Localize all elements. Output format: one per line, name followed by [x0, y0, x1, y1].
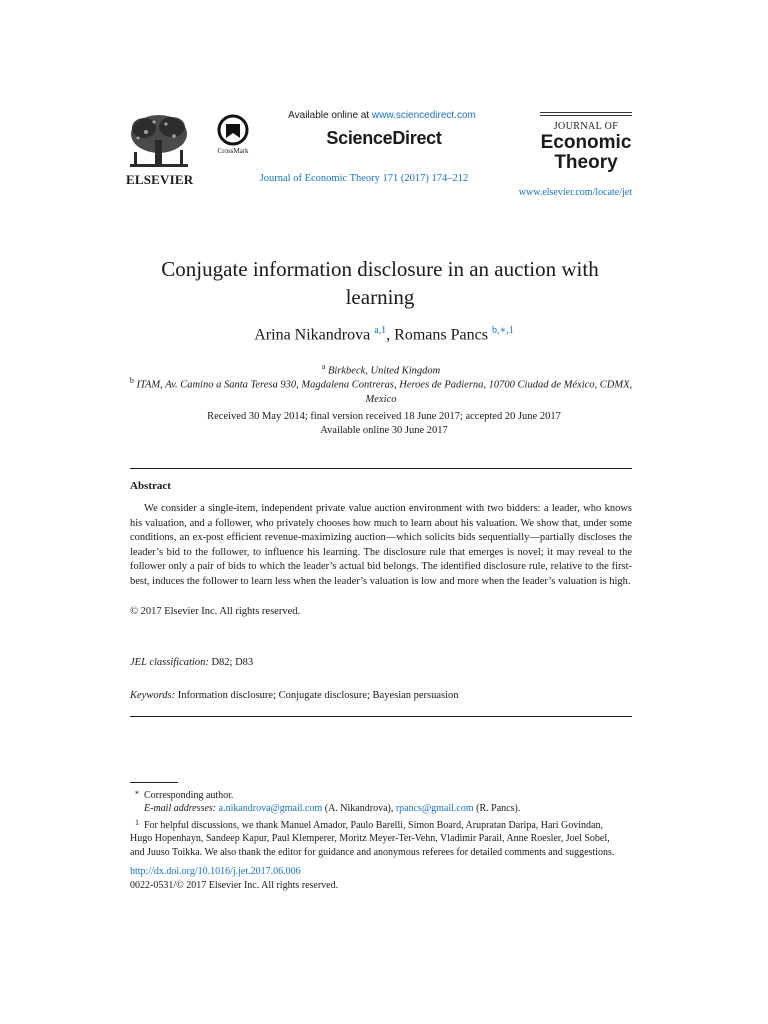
keywords	[130, 690, 459, 701]
email-link-nikandrova[interactable]: a.nikandrova@gmail.com	[218, 803, 323, 815]
affiliation-a-mark: a	[321, 362, 326, 371]
available-online	[0, 110, 768, 121]
footnote-one	[130, 816, 632, 832]
article-dates	[0, 410, 768, 438]
journal-reference[interactable]: Journal of Economic Theory 171 (2017) 174–212	[259, 173, 469, 184]
footnote-rule	[130, 782, 178, 783]
footnote-star	[130, 786, 632, 802]
divider-bottom	[130, 716, 632, 717]
author-2-marks[interactable]: b,∗,1	[491, 325, 514, 336]
sciencedirect-wordmark: ScienceDirect	[326, 128, 442, 148]
footnote-emails	[130, 802, 632, 815]
footnote-one-line1: For helpful discussions, we thank Manuel Amador, Paulo Barelli, Simon Board, Arupratan Daripa, Hari Govindan,	[144, 819, 603, 831]
abstract-text: We consider a single-item, independent private value auction environment with two bidders: a leader, who knows his valuation, and a follower, who privately chooses how much to learn about his valuation. We show that, under some conditions, an ex-post efficient revenue-maximizing auction—which solicits bids sequentially—partially discloses the leader’s bid to the follower, to influence his learning. The disclosure rule that emerges is novel; it may reveal to the follower only a pair of bids to which the leader’s actual bid belongs. The identified disclosure rule, relative to the first-best, induces the follower to learn less when the leader’s valuation is low and more when the leader’s valuation is high.	[130, 503, 632, 587]
footnote-one-line3: and Juuso Toikka. We also thank the editor for guidance and anonymous referees for detailed comments and suggestions.	[130, 846, 615, 858]
author-list	[0, 325, 768, 344]
article-title	[130, 255, 630, 311]
author-separator: ,	[386, 326, 395, 344]
keywords-label: Keywords:	[130, 690, 176, 701]
crossmark-label: CrossMark	[217, 147, 249, 155]
affiliation-b-line2: Mexico	[365, 393, 397, 405]
author-1: Arina Nikandrova	[254, 326, 371, 344]
dates-available: Available online 30 June 2017	[320, 425, 448, 436]
footnote-one-mark: 1	[135, 817, 139, 827]
jel-label: JEL classification:	[130, 657, 209, 668]
jel-classification	[130, 657, 253, 668]
dates-received: Received 30 May 2014; final version received 18 June 2017; accepted 20 June 2017	[207, 411, 561, 422]
affiliation-b-line1: ITAM, Av. Camino a Santa Teresa 930, Magdalena Contreras, Heroes de Padierna, 10700 Ciudad de México, CDMX,	[136, 379, 633, 391]
journal-logo-line3: Theory	[554, 152, 618, 173]
email-owner-2: (R. Pancs).	[473, 803, 521, 815]
email-owner-1: (A. Nikandrova),	[322, 803, 396, 815]
issn-copyright: 0022-0531/© 2017 Elsevier Inc. All rights reserved.	[130, 880, 339, 891]
email-link-pancs[interactable]: rpancs@gmail.com	[395, 803, 474, 815]
affiliation-b	[128, 374, 634, 407]
footnote-star-mark: ∗	[134, 788, 140, 797]
title-line2: learning	[345, 285, 415, 309]
author-1-marks[interactable]: a,1	[374, 325, 387, 336]
journal-logo	[540, 112, 632, 174]
publisher-name: ELSEVIER	[126, 172, 194, 187]
available-prefix: Available online at	[288, 110, 372, 121]
journal-url-link[interactable]: www.elsevier.com/locate/jet	[518, 187, 632, 198]
title-line1: Conjugate information disclosure in an auction with	[161, 257, 599, 281]
footnote-star-text: Corresponding author.	[144, 790, 234, 801]
affiliation-a-text: Birkbeck, United Kingdom	[327, 365, 441, 377]
abstract-heading: Abstract	[130, 480, 171, 492]
abstract-copyright: © 2017 Elsevier Inc. All rights reserved.	[130, 606, 301, 617]
affiliation-b-mark: b	[129, 376, 134, 385]
jel-value: D82; D83	[208, 657, 254, 668]
journal-logo-line1: JOURNAL OF	[553, 121, 619, 132]
divider-top	[130, 468, 632, 469]
sciencedirect-link[interactable]: www.sciencedirect.com	[371, 110, 476, 121]
footnote-one-line2: Hugo Hopenhayn, Sandeep Kapur, Paul Klemperer, Moritz Meyer-Ter-Vehn, Vladimir Parail, Anne Roesler, Joel Sobel,	[130, 833, 610, 845]
doi-link[interactable]: http://dx.doi.org/10.1016/j.jet.2017.06.006	[130, 866, 301, 877]
abstract-body	[130, 502, 632, 590]
keywords-value: Information disclosure; Conjugate disclosure; Bayesian persuasion	[175, 690, 459, 701]
footnotes	[130, 786, 632, 859]
email-label: E-mail addresses:	[144, 803, 217, 815]
author-2: Romans Pancs	[394, 326, 488, 344]
journal-logo-line2: Economic	[540, 132, 632, 153]
